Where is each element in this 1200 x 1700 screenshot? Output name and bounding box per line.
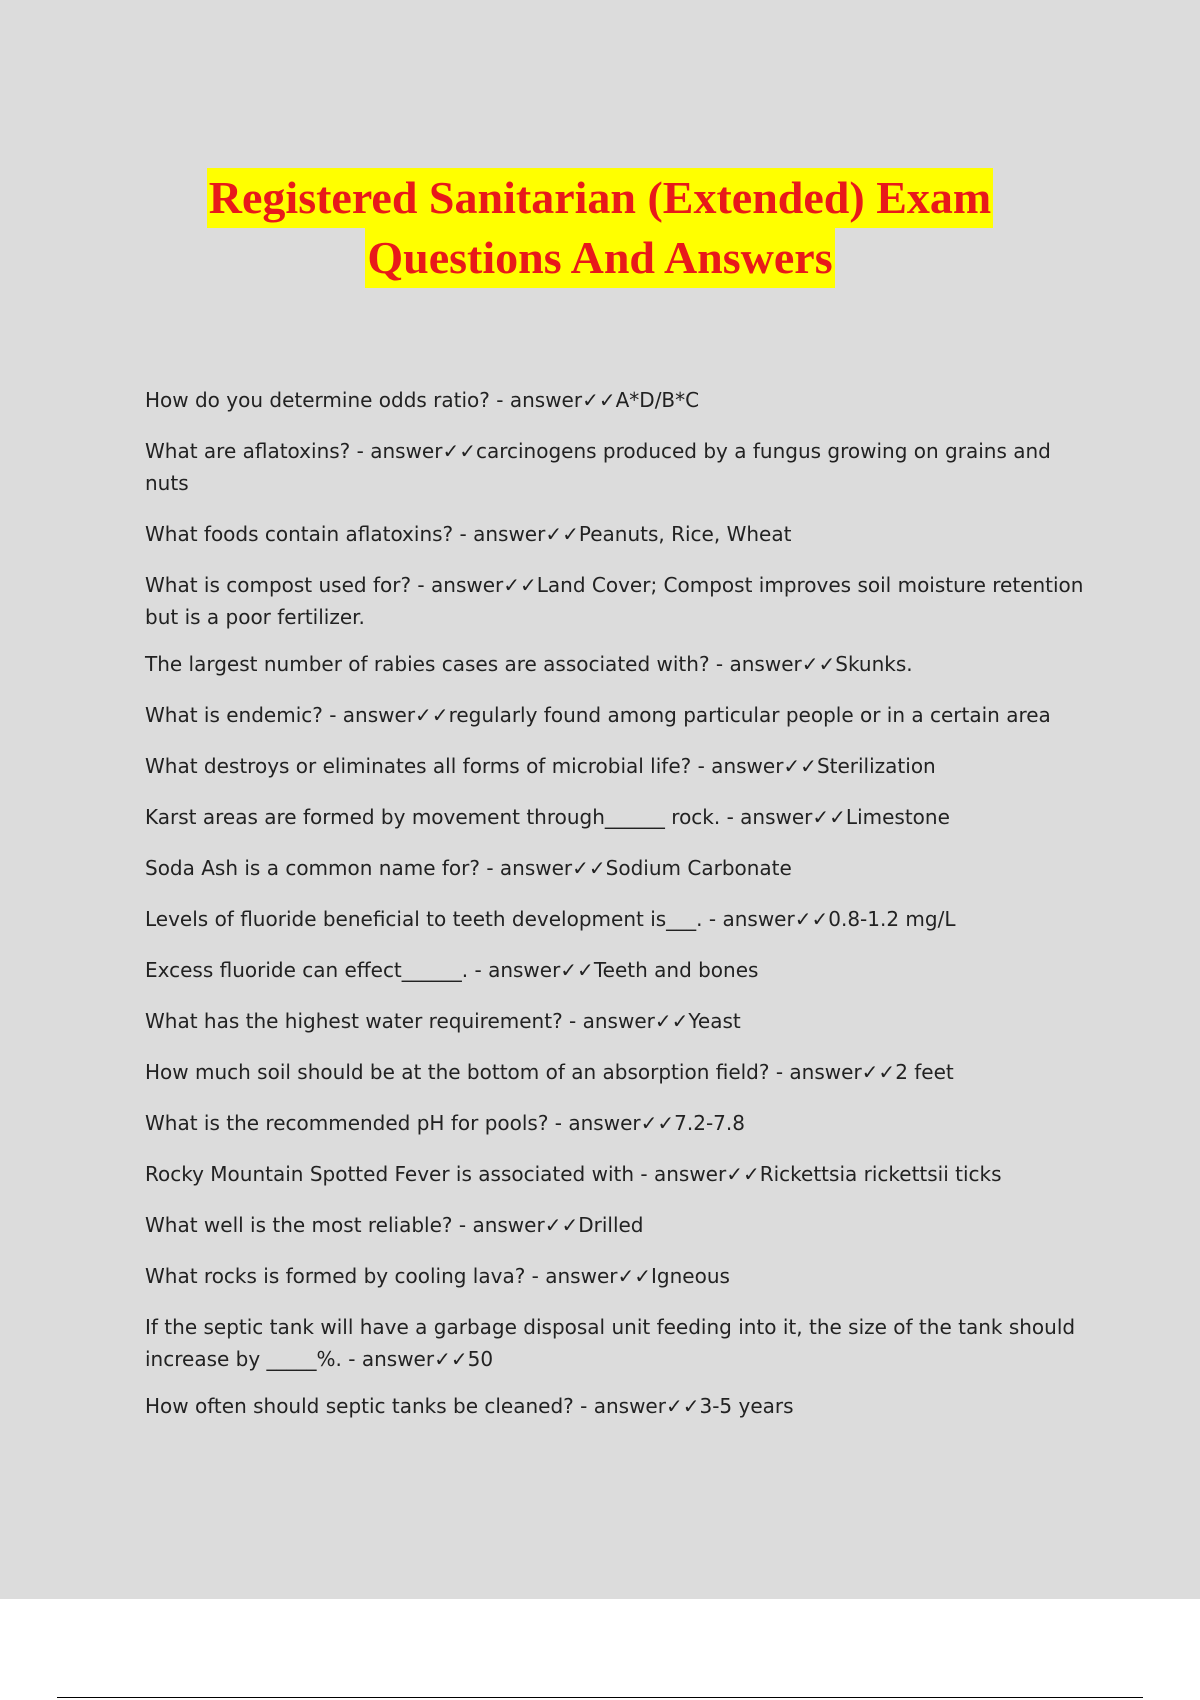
- question-text: Karst areas are formed by movement through______ rock. - answer✓✓: [145, 805, 846, 829]
- question-text: How often should septic tanks be cleaned? - answer✓✓: [145, 1394, 700, 1418]
- qa-list: [145, 384, 1095, 1441]
- answer-text: 3-5 years: [699, 1394, 794, 1418]
- qa-item: [145, 435, 1095, 499]
- footer-divider: [57, 1697, 1143, 1698]
- qa-item: [145, 1158, 1095, 1190]
- qa-item: [145, 954, 1095, 986]
- question-text: The largest number of rabies cases are associated with? - answer✓✓: [145, 652, 836, 676]
- qa-item: [145, 648, 1095, 680]
- answer-text: regularly found among particular people or in a certain area: [448, 703, 1051, 727]
- question-text: What is the recommended pH for pools? - answer✓✓: [145, 1111, 675, 1135]
- answer-text: Yeast: [688, 1009, 741, 1033]
- qa-item: [145, 852, 1095, 884]
- qa-item: [145, 1390, 1095, 1422]
- question-text: What is compost used for? - answer✓✓: [145, 573, 537, 597]
- qa-item: [145, 1107, 1095, 1139]
- document-title: [0, 168, 1200, 288]
- qa-item: [145, 1005, 1095, 1037]
- question-text: What foods contain aflatoxins? - answer✓✓: [145, 522, 579, 546]
- qa-item: [145, 1056, 1095, 1088]
- answer-text: Limestone: [845, 805, 950, 829]
- question-text: How do you determine odds ratio? - answer✓✓: [145, 388, 616, 412]
- question-text: Rocky Mountain Spotted Fever is associated with - answer✓✓: [145, 1162, 760, 1186]
- qa-item: [145, 569, 1095, 633]
- question-text: What are aflatoxins? - answer✓✓: [145, 439, 476, 463]
- qa-item: [145, 1311, 1095, 1375]
- answer-text: Sterilization: [816, 754, 936, 778]
- question-text: What destroys or eliminates all forms of microbial life? - answer✓✓: [145, 754, 817, 778]
- answer-text: A*D/B*C: [615, 388, 700, 412]
- answer-text: Skunks.: [835, 652, 913, 676]
- answer-text: Land Cover; Compost improves soil moisture retention but is a poor fertilizer.: [145, 573, 1084, 629]
- qa-item: [145, 1209, 1095, 1241]
- question-text: Excess fluoride can effect______. - answer✓✓: [145, 958, 594, 982]
- qa-item: [145, 518, 1095, 550]
- qa-item: [145, 699, 1095, 731]
- qa-item: [145, 384, 1095, 416]
- answer-text: Sodium Carbonate: [605, 856, 792, 880]
- answer-text: Igneous: [651, 1264, 730, 1288]
- question-text: Soda Ash is a common name for? - answer✓✓: [145, 856, 606, 880]
- answer-text: Drilled: [578, 1213, 644, 1237]
- qa-item: [145, 801, 1095, 833]
- answer-text: Rickettsia rickettsii ticks: [759, 1162, 1002, 1186]
- answer-text: carcinogens produced by a fungus growing on grains and nuts: [145, 439, 1051, 495]
- answer-text: 0.8-1.2 mg/L: [828, 907, 956, 931]
- qa-item: [145, 1260, 1095, 1292]
- title-line-2: Questions And Answers: [365, 228, 834, 288]
- answer-text: Peanuts, Rice, Wheat: [578, 522, 792, 546]
- qa-item: [145, 903, 1095, 935]
- question-text: How much soil should be at the bottom of an absorption field? - answer✓✓: [145, 1060, 896, 1084]
- question-text: What is endemic? - answer✓✓: [145, 703, 449, 727]
- title-line-1: Registered Sanitarian (Extended) Exam: [207, 168, 993, 228]
- question-text: What well is the most reliable? - answer✓✓: [145, 1213, 579, 1237]
- question-text: What has the highest water requirement? - answer✓✓: [145, 1009, 689, 1033]
- answer-text: 2 feet: [895, 1060, 954, 1084]
- question-text: What rocks is formed by cooling lava? - answer✓✓: [145, 1264, 652, 1288]
- qa-item: [145, 750, 1095, 782]
- answer-text: Teeth and bones: [593, 958, 759, 982]
- question-text: If the septic tank will have a garbage disposal unit feeding into it, the size of the tank should increase by _____%. - answer✓✓: [145, 1315, 1076, 1371]
- answer-text: 7.2-7.8: [674, 1111, 745, 1135]
- question-text: Levels of fluoride beneficial to teeth development is___. - answer✓✓: [145, 907, 829, 931]
- answer-text: 50: [467, 1347, 494, 1371]
